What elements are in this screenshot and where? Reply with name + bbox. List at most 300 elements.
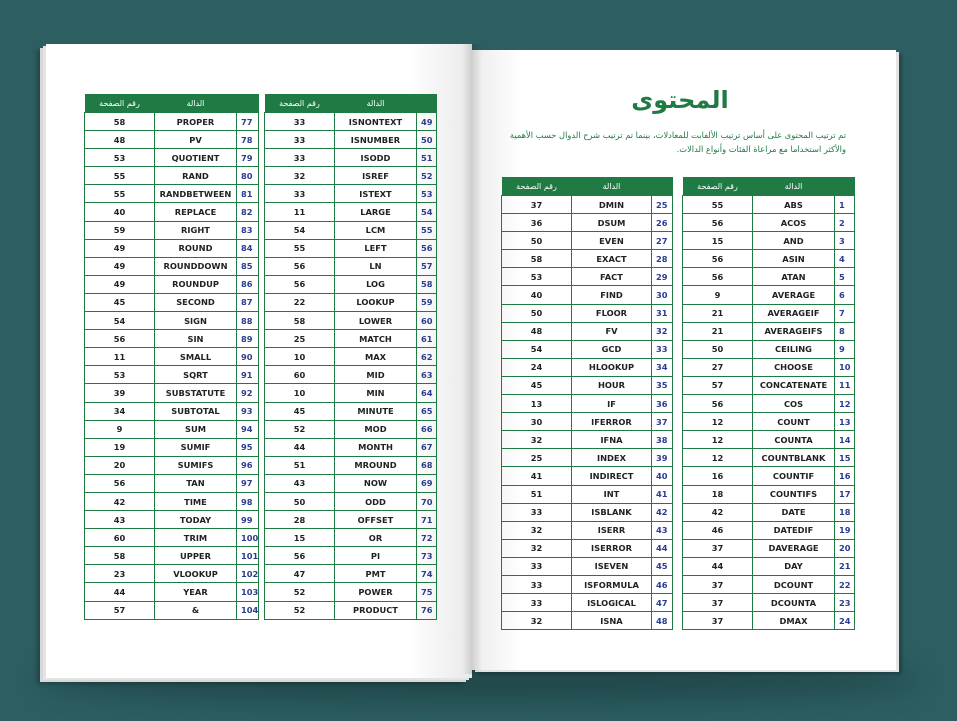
table-row xyxy=(85,438,259,456)
function-name-cell: SIGN xyxy=(155,312,237,330)
function-name-cell: CHOOSE xyxy=(753,358,835,376)
index-number-cell: 33 xyxy=(652,340,673,358)
index-number-cell: 36 xyxy=(652,395,673,413)
index-number-cell: 50 xyxy=(417,131,437,149)
index-number-cell: 38 xyxy=(652,431,673,449)
index-number-cell: 40 xyxy=(652,467,673,485)
page-number-cell: 53 xyxy=(85,366,155,384)
index-number-cell: 39 xyxy=(652,449,673,467)
function-name-cell: LOWER xyxy=(335,312,417,330)
table-row xyxy=(502,268,673,286)
table-row xyxy=(502,196,673,214)
function-name-cell: MAX xyxy=(335,348,417,366)
index-number-cell: 43 xyxy=(652,521,673,539)
index-number-cell: 17 xyxy=(835,485,855,503)
index-number-cell: 51 xyxy=(417,149,437,167)
function-name-cell: FLOOR xyxy=(572,304,652,322)
function-name-cell: INT xyxy=(572,485,652,503)
page-number-cell: 28 xyxy=(265,511,335,529)
function-name-cell: UPPER xyxy=(155,547,237,565)
index-number-cell: 68 xyxy=(417,456,437,474)
function-name-cell: MATCH xyxy=(335,330,417,348)
index-table-2 xyxy=(501,177,673,630)
function-name-cell: FV xyxy=(572,322,652,340)
function-name-cell: COUNT xyxy=(753,413,835,431)
table-header-row xyxy=(265,94,437,112)
index-number-cell: 86 xyxy=(237,275,259,293)
page-number-cell: 56 xyxy=(85,474,155,492)
page-number-cell: 50 xyxy=(265,492,335,510)
table-row xyxy=(85,257,259,275)
index-number-cell: 98 xyxy=(237,492,259,510)
table-row xyxy=(85,366,259,384)
table-row xyxy=(85,529,259,547)
page-number-cell: 11 xyxy=(265,203,335,221)
index-number-cell: 49 xyxy=(417,113,437,131)
function-name-cell: ABS xyxy=(753,196,835,214)
function-name-cell: CONCATENATE xyxy=(753,376,835,394)
function-name-cell: DCOUNT xyxy=(753,575,835,593)
index-number-cell: 16 xyxy=(835,467,855,485)
table-row xyxy=(502,594,673,612)
index-number-cell: 20 xyxy=(835,539,855,557)
function-name-cell: IF xyxy=(572,395,652,413)
page-number-cell: 59 xyxy=(85,221,155,239)
index-number-cell: 99 xyxy=(237,511,259,529)
function-name-cell: PV xyxy=(155,131,237,149)
index-number-cell: 52 xyxy=(417,167,437,185)
table-row xyxy=(683,358,855,376)
page-number-cell: 33 xyxy=(265,185,335,203)
page-number-cell: 50 xyxy=(502,232,572,250)
page-number-cell: 37 xyxy=(683,594,753,612)
index-number-cell: 32 xyxy=(652,322,673,340)
index-number-cell: 94 xyxy=(237,420,259,438)
function-name-cell: RANDBETWEEN xyxy=(155,185,237,203)
table-row xyxy=(265,583,437,601)
table-row xyxy=(683,196,855,214)
page-number-cell: 56 xyxy=(683,214,753,232)
index-number-cell: 29 xyxy=(652,268,673,286)
table-row xyxy=(502,214,673,232)
page-number-cell: 58 xyxy=(85,113,155,131)
index-number-cell: 35 xyxy=(652,376,673,394)
index-table-1 xyxy=(682,177,855,630)
page-number-cell: 55 xyxy=(85,185,155,203)
function-name-cell: ISODD xyxy=(335,149,417,167)
function-name-cell: DMAX xyxy=(753,612,835,630)
page-number-cell: 33 xyxy=(502,503,572,521)
table-row xyxy=(265,366,437,384)
table-row xyxy=(85,583,259,601)
page-number-cell: 60 xyxy=(85,529,155,547)
function-name-cell: LARGE xyxy=(335,203,417,221)
index-number-cell: 95 xyxy=(237,438,259,456)
table-row xyxy=(85,511,259,529)
table-row xyxy=(85,420,259,438)
function-header: الدالة xyxy=(335,94,417,112)
table-row xyxy=(85,384,259,402)
index-number-cell: 58 xyxy=(417,275,437,293)
page-number-cell: 54 xyxy=(502,340,572,358)
page-number-cell: 33 xyxy=(265,149,335,167)
page-number-cell: 19 xyxy=(85,438,155,456)
index-number-cell: 6 xyxy=(835,286,855,304)
page-number-cell: 27 xyxy=(683,358,753,376)
table-row xyxy=(502,304,673,322)
function-name-cell: POWER xyxy=(335,583,417,601)
function-header: الدالة xyxy=(155,94,237,112)
function-name-cell: COS xyxy=(753,395,835,413)
table-row xyxy=(683,340,855,358)
table-row xyxy=(85,293,259,311)
index-number-header xyxy=(835,177,855,195)
index-number-cell: 72 xyxy=(417,529,437,547)
index-number-cell: 47 xyxy=(652,594,673,612)
table-row xyxy=(85,203,259,221)
index-number-cell: 82 xyxy=(237,203,259,221)
index-number-cell: 60 xyxy=(417,312,437,330)
index-number-cell: 76 xyxy=(417,601,437,619)
page-number-cell: 30 xyxy=(502,413,572,431)
table-row xyxy=(85,492,259,510)
function-name-cell: SUMIF xyxy=(155,438,237,456)
index-number-cell: 13 xyxy=(835,413,855,431)
index-number-cell: 56 xyxy=(417,239,437,257)
table-row xyxy=(265,348,437,366)
table-row xyxy=(683,521,855,539)
index-number-cell: 83 xyxy=(237,221,259,239)
function-name-cell: SUBTOTAL xyxy=(155,402,237,420)
table-row xyxy=(683,250,855,268)
index-number-cell: 73 xyxy=(417,547,437,565)
index-number-cell: 26 xyxy=(652,214,673,232)
page-number-cell: 37 xyxy=(502,196,572,214)
function-name-cell: LEFT xyxy=(335,239,417,257)
function-name-cell: ISNONTEXT xyxy=(335,113,417,131)
function-name-cell: ISNUMBER xyxy=(335,131,417,149)
page-number-header: رقم الصفحة xyxy=(85,94,155,112)
function-name-cell: DATE xyxy=(753,503,835,521)
index-number-cell: 48 xyxy=(652,612,673,630)
page-number-cell: 33 xyxy=(265,113,335,131)
table-row xyxy=(683,594,855,612)
index-number-cell: 59 xyxy=(417,293,437,311)
table-row xyxy=(85,348,259,366)
function-name-cell: FIND xyxy=(572,286,652,304)
function-name-cell: ISBLANK xyxy=(572,503,652,521)
page-number-cell: 57 xyxy=(683,376,753,394)
page-number-cell: 10 xyxy=(265,384,335,402)
index-number-cell: 64 xyxy=(417,384,437,402)
index-number-header xyxy=(417,94,437,112)
table-row xyxy=(502,395,673,413)
index-number-cell: 15 xyxy=(835,449,855,467)
page-number-cell: 52 xyxy=(265,583,335,601)
function-name-cell: ATAN xyxy=(753,268,835,286)
table-row xyxy=(502,232,673,250)
index-number-cell: 96 xyxy=(237,456,259,474)
function-name-cell: COUNTIF xyxy=(753,467,835,485)
table-row xyxy=(683,413,855,431)
page-number-cell: 20 xyxy=(85,456,155,474)
index-number-cell: 57 xyxy=(417,257,437,275)
table-row xyxy=(683,395,855,413)
index-number-cell: 75 xyxy=(417,583,437,601)
table-row xyxy=(85,113,259,131)
index-number-cell: 79 xyxy=(237,149,259,167)
table-row xyxy=(265,221,437,239)
function-name-cell: PROPER xyxy=(155,113,237,131)
function-name-cell: DATEDIF xyxy=(753,521,835,539)
page-number-cell: 43 xyxy=(85,511,155,529)
table-row xyxy=(683,575,855,593)
table-row xyxy=(85,330,259,348)
page-number-cell: 40 xyxy=(85,203,155,221)
function-name-cell: AVERAGEIF xyxy=(753,304,835,322)
index-number-cell: 11 xyxy=(835,376,855,394)
table-row xyxy=(502,467,673,485)
page-number-cell: 21 xyxy=(683,322,753,340)
page-number-cell: 36 xyxy=(502,214,572,232)
page-number-header: رقم الصفحة xyxy=(683,177,753,195)
function-name-cell: ISNA xyxy=(572,612,652,630)
function-name-cell: AVERAGE xyxy=(753,286,835,304)
function-name-cell: LN xyxy=(335,257,417,275)
function-name-cell: DCOUNTA xyxy=(753,594,835,612)
table-row xyxy=(683,539,855,557)
page-number-cell: 56 xyxy=(683,268,753,286)
page-number-cell: 12 xyxy=(683,449,753,467)
function-name-cell: PI xyxy=(335,547,417,565)
table-header-row xyxy=(85,94,259,112)
page-number-cell: 56 xyxy=(683,395,753,413)
page-number-cell: 33 xyxy=(502,594,572,612)
table-row xyxy=(85,221,259,239)
table-row xyxy=(683,485,855,503)
index-number-cell: 22 xyxy=(835,575,855,593)
page-number-cell: 45 xyxy=(265,402,335,420)
index-number-cell: 3 xyxy=(835,232,855,250)
index-number-cell: 24 xyxy=(835,612,855,630)
function-name-cell: MID xyxy=(335,366,417,384)
page-number-cell: 49 xyxy=(85,275,155,293)
index-table-3 xyxy=(264,94,437,620)
index-number-cell: 53 xyxy=(417,185,437,203)
page-number-cell: 42 xyxy=(683,503,753,521)
page-number-cell: 55 xyxy=(265,239,335,257)
page-number-cell: 15 xyxy=(683,232,753,250)
page-number-cell: 12 xyxy=(683,413,753,431)
page-number-cell: 21 xyxy=(683,304,753,322)
index-number-cell: 87 xyxy=(237,293,259,311)
function-name-cell: COUNTBLANK xyxy=(753,449,835,467)
function-name-cell: SUM xyxy=(155,420,237,438)
function-name-cell: OFFSET xyxy=(335,511,417,529)
table-row xyxy=(85,601,259,619)
index-number-cell: 45 xyxy=(652,557,673,575)
index-number-cell: 41 xyxy=(652,485,673,503)
page-number-cell: 56 xyxy=(85,330,155,348)
index-number-cell: 44 xyxy=(652,539,673,557)
table-row xyxy=(85,456,259,474)
index-number-cell: 10 xyxy=(835,358,855,376)
page-number-cell: 25 xyxy=(265,330,335,348)
table-header-row xyxy=(502,177,673,195)
function-name-cell: ISFORMULA xyxy=(572,575,652,593)
page-number-cell: 55 xyxy=(85,167,155,185)
table-row xyxy=(683,322,855,340)
function-name-cell: ISREF xyxy=(335,167,417,185)
page-number-cell: 44 xyxy=(85,583,155,601)
function-name-cell: & xyxy=(155,601,237,619)
page-number-cell: 37 xyxy=(683,539,753,557)
table-row xyxy=(502,376,673,394)
function-name-cell: RAND xyxy=(155,167,237,185)
page-number-cell: 37 xyxy=(683,612,753,630)
function-name-cell: ISERR xyxy=(572,521,652,539)
function-name-cell: ISERROR xyxy=(572,539,652,557)
page-number-cell: 32 xyxy=(502,539,572,557)
index-number-cell: 84 xyxy=(237,239,259,257)
table-row xyxy=(85,167,259,185)
page-number-cell: 39 xyxy=(85,384,155,402)
function-name-cell: EXACT xyxy=(572,250,652,268)
index-number-cell: 23 xyxy=(835,594,855,612)
function-name-cell: ISLOGICAL xyxy=(572,594,652,612)
index-number-cell: 66 xyxy=(417,420,437,438)
table-row xyxy=(85,474,259,492)
index-number-cell: 18 xyxy=(835,503,855,521)
table-row xyxy=(683,449,855,467)
table-row xyxy=(502,557,673,575)
function-name-cell: LOOKUP xyxy=(335,293,417,311)
index-number-header xyxy=(237,94,259,112)
table-row xyxy=(265,529,437,547)
table-row xyxy=(265,474,437,492)
page-number-cell: 48 xyxy=(85,131,155,149)
index-number-cell: 100 xyxy=(237,529,259,547)
function-name-cell: SQRT xyxy=(155,366,237,384)
page-number-cell: 49 xyxy=(85,257,155,275)
index-number-cell: 103 xyxy=(237,583,259,601)
index-number-cell: 42 xyxy=(652,503,673,521)
page-number-cell: 23 xyxy=(85,565,155,583)
table-row xyxy=(265,239,437,257)
index-number-cell: 104 xyxy=(237,601,259,619)
table-row xyxy=(502,413,673,431)
index-number-cell: 12 xyxy=(835,395,855,413)
function-name-cell: CEILING xyxy=(753,340,835,358)
index-number-cell: 34 xyxy=(652,358,673,376)
index-number-cell: 63 xyxy=(417,366,437,384)
page-number-cell: 16 xyxy=(683,467,753,485)
function-name-cell: SECOND xyxy=(155,293,237,311)
table-row xyxy=(502,521,673,539)
table-row xyxy=(85,312,259,330)
page-number-cell: 56 xyxy=(265,547,335,565)
table-row xyxy=(85,149,259,167)
page-number-cell: 9 xyxy=(85,420,155,438)
function-name-cell: FACT xyxy=(572,268,652,286)
table-row xyxy=(502,503,673,521)
table-row xyxy=(683,612,855,630)
table-row xyxy=(502,539,673,557)
index-number-cell: 1 xyxy=(835,196,855,214)
page-number-cell: 33 xyxy=(502,557,572,575)
function-name-cell: LCM xyxy=(335,221,417,239)
function-name-cell: MIN xyxy=(335,384,417,402)
page-number-cell: 44 xyxy=(265,438,335,456)
index-number-cell: 19 xyxy=(835,521,855,539)
page-number-cell: 51 xyxy=(502,485,572,503)
table-row xyxy=(265,601,437,619)
table-row xyxy=(502,575,673,593)
table-row xyxy=(683,232,855,250)
function-name-cell: SUMIFS xyxy=(155,456,237,474)
index-number-cell: 37 xyxy=(652,413,673,431)
function-name-cell: TRIM xyxy=(155,529,237,547)
index-number-cell: 102 xyxy=(237,565,259,583)
index-number-cell: 25 xyxy=(652,196,673,214)
table-row xyxy=(85,547,259,565)
page-number-cell: 15 xyxy=(265,529,335,547)
table-row xyxy=(683,557,855,575)
function-name-cell: REPLACE xyxy=(155,203,237,221)
table-row xyxy=(265,565,437,583)
table-row xyxy=(502,340,673,358)
page-number-cell: 40 xyxy=(502,286,572,304)
table-row xyxy=(265,547,437,565)
function-name-cell: SIN xyxy=(155,330,237,348)
page-number-cell: 55 xyxy=(683,196,753,214)
function-name-cell: IFNA xyxy=(572,431,652,449)
index-number-cell: 46 xyxy=(652,575,673,593)
page-number-cell: 32 xyxy=(265,167,335,185)
page-number-cell: 45 xyxy=(85,293,155,311)
function-name-cell: TIME xyxy=(155,492,237,510)
page-number-cell: 41 xyxy=(502,467,572,485)
index-number-cell: 91 xyxy=(237,366,259,384)
table-row xyxy=(683,286,855,304)
index-number-cell: 67 xyxy=(417,438,437,456)
table-header-row xyxy=(683,177,855,195)
table-row xyxy=(683,268,855,286)
index-number-cell: 81 xyxy=(237,185,259,203)
table-row xyxy=(85,131,259,149)
function-name-cell: VLOOKUP xyxy=(155,565,237,583)
function-name-cell: DSUM xyxy=(572,214,652,232)
page-number-cell: 52 xyxy=(265,601,335,619)
function-name-cell: DAY xyxy=(753,557,835,575)
function-name-cell: INDEX xyxy=(572,449,652,467)
table-row xyxy=(502,286,673,304)
page-number-cell: 32 xyxy=(502,612,572,630)
index-number-cell: 80 xyxy=(237,167,259,185)
page-number-cell: 42 xyxy=(85,492,155,510)
page-number-cell: 9 xyxy=(683,286,753,304)
index-number-cell: 28 xyxy=(652,250,673,268)
page-number-header: رقم الصفحة xyxy=(502,177,572,195)
page-number-cell: 54 xyxy=(265,221,335,239)
function-header: الدالة xyxy=(753,177,835,195)
index-number-cell: 2 xyxy=(835,214,855,232)
page-number-cell: 56 xyxy=(265,257,335,275)
page-number-cell: 43 xyxy=(265,474,335,492)
index-number-cell: 61 xyxy=(417,330,437,348)
table-row xyxy=(265,257,437,275)
function-name-cell: HLOOKUP xyxy=(572,358,652,376)
